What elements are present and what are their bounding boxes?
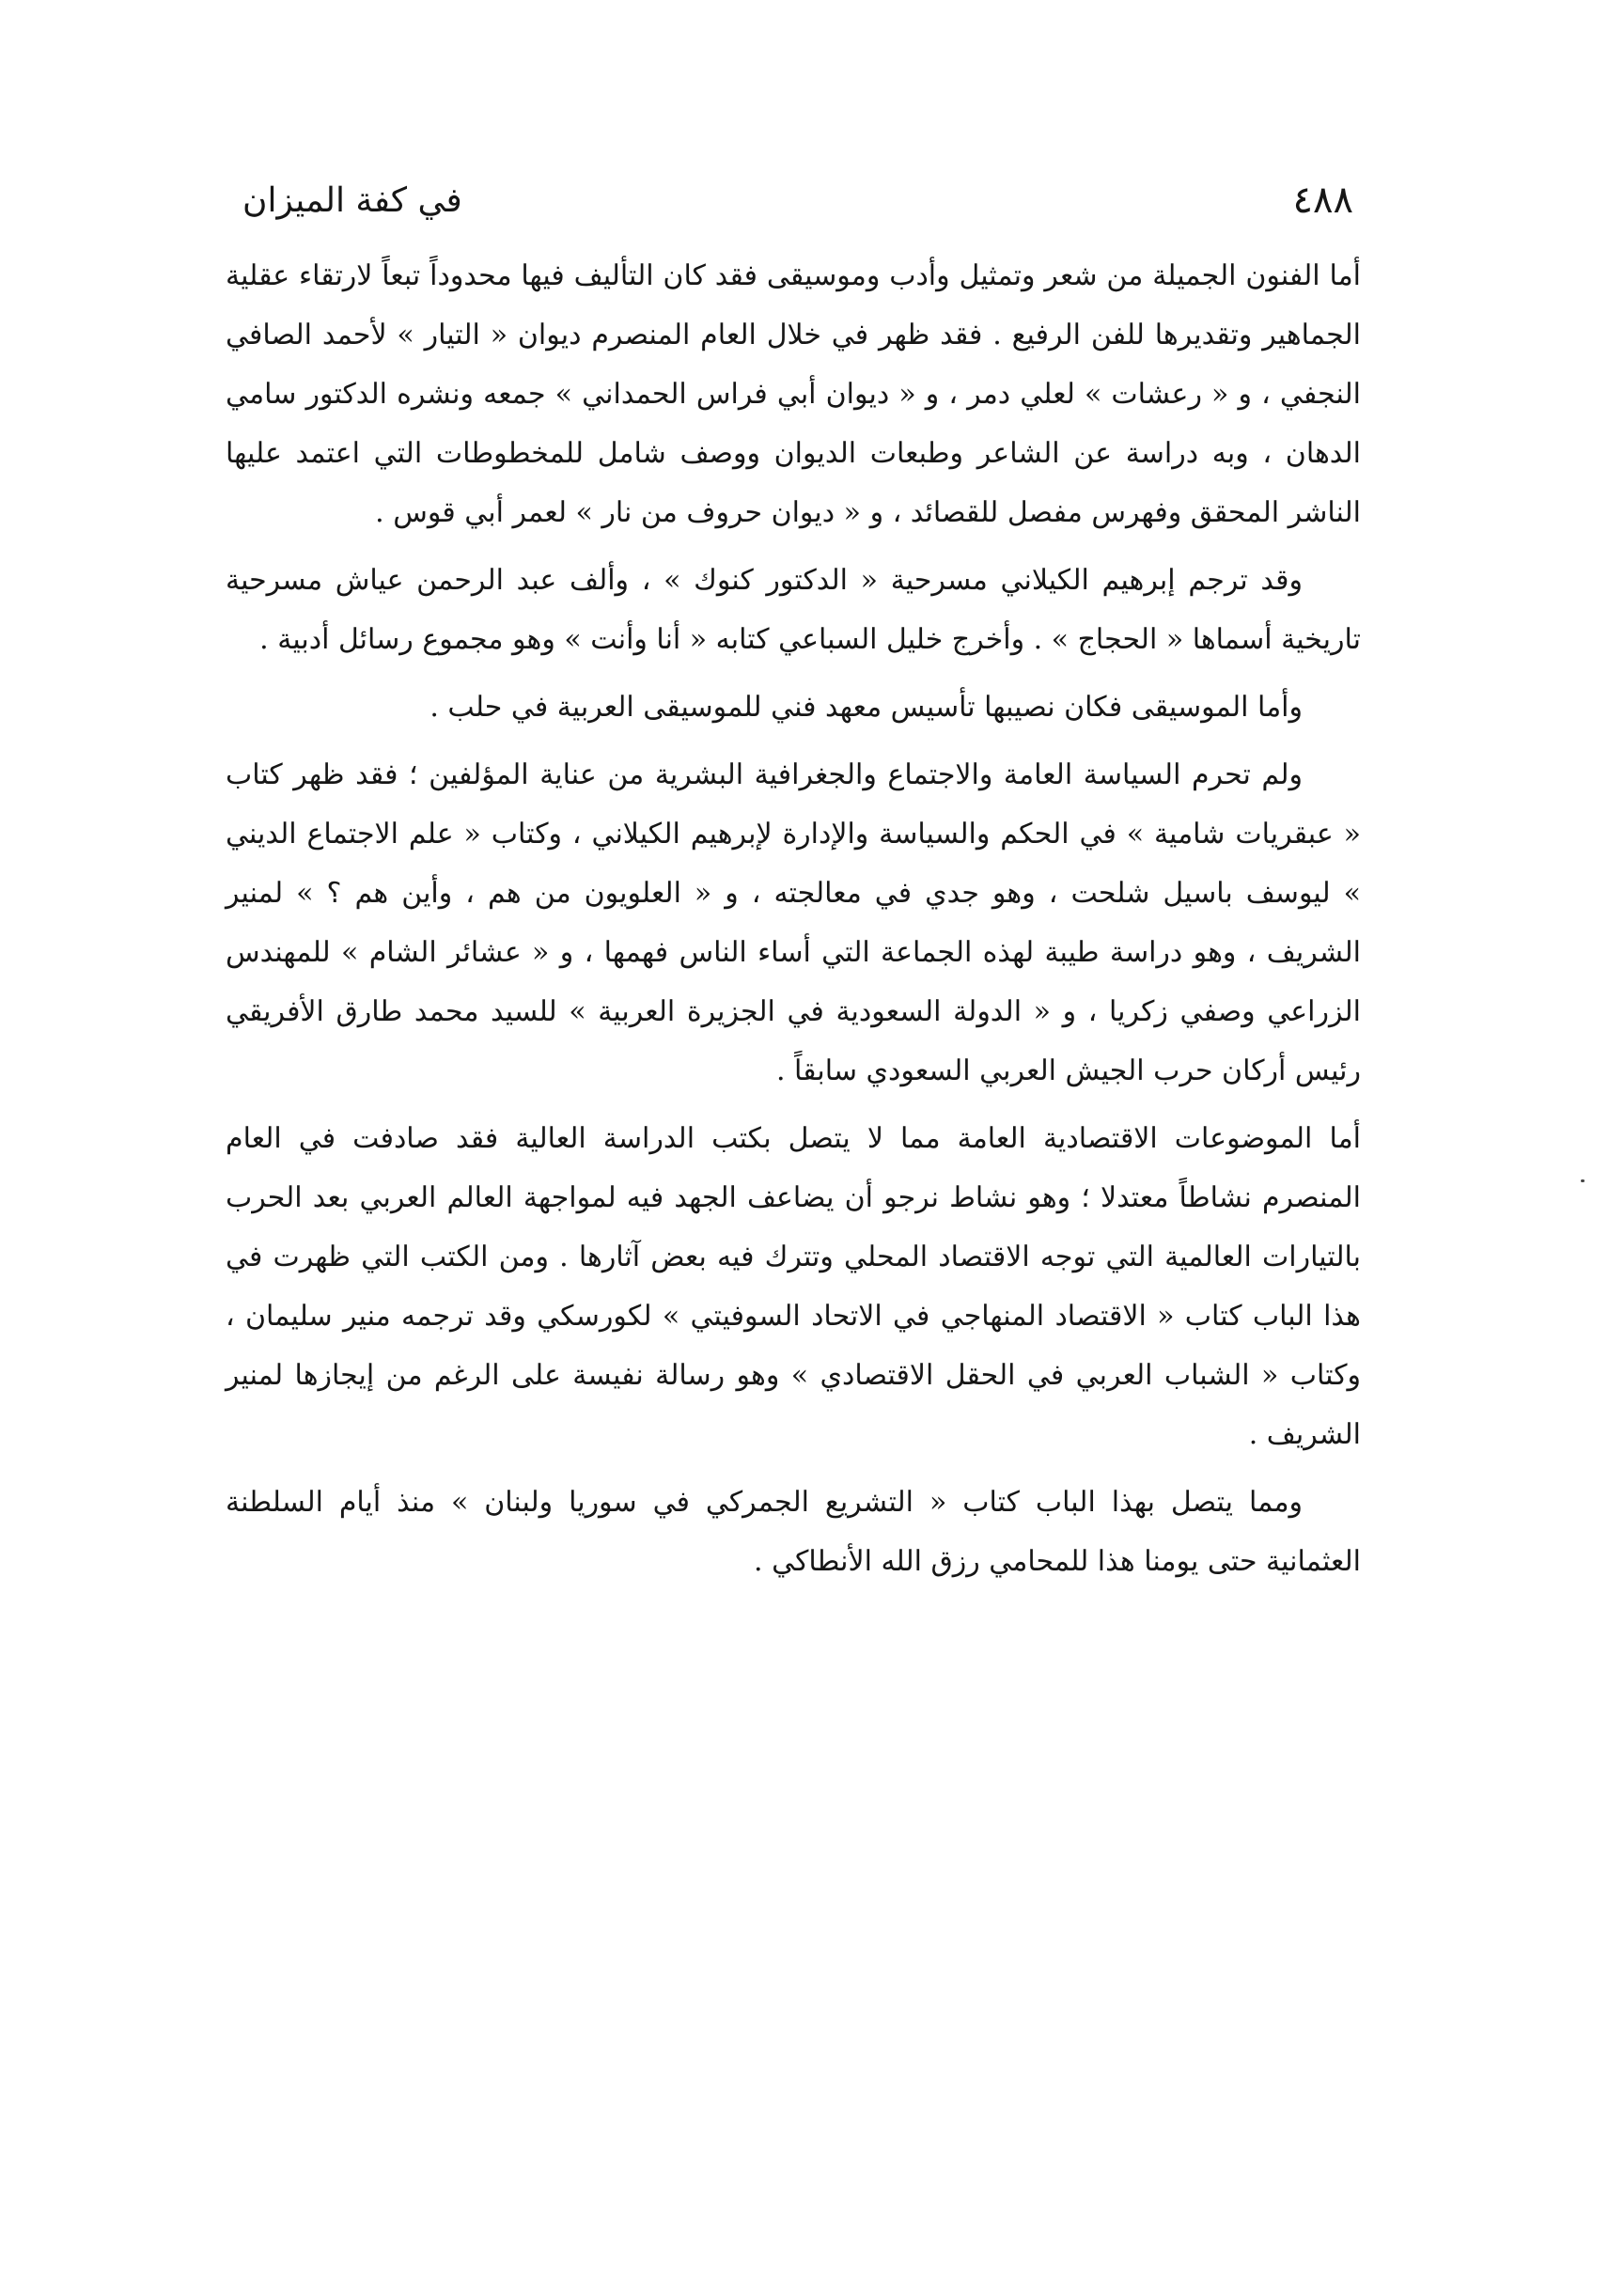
paragraph-fine-arts: أما الفنون الجميلة من شعر وتمثيل وأدب وموسيقى فقد كان التأليف فيها محدوداً تبعاً لارتقاء عقلية الجماهير وتقديرها للفن الرفيع . فقد ظهر في خلال العام المنصرم ديوان « التيار » لأحمد الصافي النجفي ، و « رعشات » لعلي دمر ، و « ديوان أبي فراس الحمداني » جمعه ونشره الدكتور سامي الدهان ، وبه دراسة عن الشاعر وطبعات الديوان ووصف شامل للمخطوطات التي اعتمد عليها الناشر المحقق وفهرس مفصل للقصائد ، و « ديوان حروف من نار » لعمر أبي قوس . [226,259,1361,529]
paragraph-music: وأما الموسيقى فكان نصيبها تأسيس معهد فني للموسيقى العربية في حلب . [429,691,1303,724]
body-text [226,246,1361,1600]
paragraph-customs-law: ومما يتصل بهذا الباب كتاب « التشريع الجمركي في سوريا ولبنان » منذ أيام السلطنة العثمانية حتى يومنا هذا للمحامي رزق الله الأنطاكي . [226,1486,1361,1578]
paper-speck [1581,1179,1585,1182]
running-head [226,167,1353,233]
page-number: ٤٨٨ [1292,179,1353,222]
running-title: في كفة الميزان [242,180,462,220]
paragraph-politics-sociology: ولم تحرم السياسة العامة والاجتماع والجغرافية البشرية من عناية المؤلفين ؛ فقد ظهر كتاب « عبقريات شامية » في الحكم والسياسة والإدارة لإبرهيم الكيلاني ، وكتاب « علم الاجتماع الديني » ليوسف باسيل شلحت ، وهو جدي في معالجته ، و « العلويون من هم ، وأين هم ؟ » لمنير الشريف ، وهو دراسة طيبة لهذه الجماعة التي أساء الناس فهمها ، و « عشائر الشام » للمهندس الزراعي وصفي زكريا ، و « الدولة السعودية في الجزيرة العربية » للسيد محمد طارق الأفريقي رئيس أركان حرب الجيش العربي السعودي سابقاً . [226,758,1361,1087]
paragraph-economics: أما الموضوعات الاقتصادية العامة مما لا يتصل بكتب الدراسة العالية فقد صادفت في العام المنصرم نشاطاً معتدلا ؛ وهو نشاط نرجو أن يضاعف الجهد فيه لمواجهة العالم العربي بعد الحرب بالتيارات العالمية التي توجه الاقتصاد المحلي وتترك فيه بعض آثارها . ومن الكتب التي ظهرت في هذا الباب كتاب « الاقتصاد المنهاجي في الاتحاد السوفيتي » لكورسكي وقد ترجمه منير سليمان ، وكتاب « الشباب العربي في الحقل الاقتصادي » وهو رسالة نفيسة على الرغم من إيجازها لمنير الشريف . [226,1122,1361,1451]
paragraph-theatre: وقد ترجم إبرهيم الكيلاني مسرحية « الدكتور كنوك » ، وألف عبد الرحمن عياش مسرحية تاريخية أسماها « الحجاج » . وأخرج خليل السباعي كتابه « أنا وأنت » وهو مجموع رسائل أدبية . [226,564,1361,656]
